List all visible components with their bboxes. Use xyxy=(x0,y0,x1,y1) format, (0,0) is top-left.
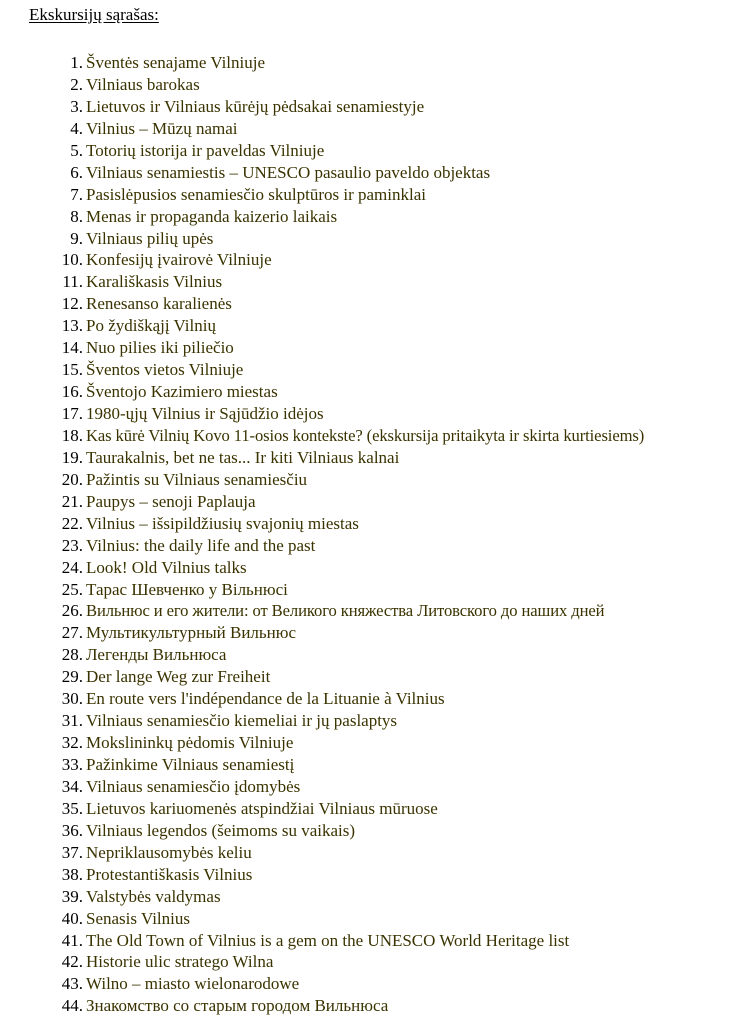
list-item-number: 44. xyxy=(61,996,83,1016)
list-item xyxy=(0,337,752,359)
list-item-number: 34. xyxy=(61,776,83,796)
list-item xyxy=(0,644,752,666)
list-item-number: 38. xyxy=(61,864,83,884)
list-item-text: 1980-ųjų Vilnius ir Sąjūdžio idėjos xyxy=(86,404,324,423)
list-item-number: 1. xyxy=(70,53,83,72)
list-item-number: 10. xyxy=(61,250,83,270)
list-item-number: 7. xyxy=(70,184,83,204)
list-item-number: 4. xyxy=(70,118,83,138)
list-item-number: 39. xyxy=(61,886,83,906)
list-item-text: Nepriklausomybės keliu xyxy=(86,842,252,862)
list-item xyxy=(0,776,752,798)
list-item-text: Vilniaus barokas xyxy=(86,74,200,94)
list-item xyxy=(0,118,752,140)
list-item xyxy=(0,688,752,710)
list-item-number: 41. xyxy=(61,930,83,950)
list-item xyxy=(0,973,752,995)
list-item xyxy=(0,491,752,513)
list-item-text: Vilniaus pilių upės xyxy=(86,228,214,248)
list-item-text: Vilniaus senamiesčio įdomybės xyxy=(86,776,301,796)
list-item-number: 24. xyxy=(61,557,83,577)
list-item-text: Вильнюс и его жители: от Великого княжества Литовского до наших дней xyxy=(86,601,605,621)
list-item xyxy=(0,951,752,973)
list-item-number: 19. xyxy=(61,447,83,467)
list-item-text: Знакомство со старым городом Вильнюса xyxy=(86,996,389,1016)
list-item-text: Protestantiškasis Vilnius xyxy=(86,864,253,884)
list-item xyxy=(0,513,752,535)
list-item xyxy=(0,315,752,337)
list-item-text: Menas ir propaganda kaizerio laikais xyxy=(86,206,338,226)
list-item xyxy=(0,447,752,469)
list-item-number: 36. xyxy=(61,820,83,840)
list-item-number: 9. xyxy=(70,228,83,248)
list-item xyxy=(0,579,752,601)
list-item-number: 29. xyxy=(61,667,83,687)
list-item xyxy=(0,184,752,206)
list-item-text: Nuo pilies iki piliečio xyxy=(86,338,234,358)
list-item-number: 42. xyxy=(61,952,83,972)
list-item xyxy=(0,381,752,403)
list-item xyxy=(0,732,752,754)
list-item-text: Mokslininkų pėdomis Vilniuje xyxy=(86,733,294,753)
list-item xyxy=(0,52,752,74)
list-item-text: Look! Old Vilnius talks xyxy=(86,557,247,577)
list-item xyxy=(0,74,752,96)
list-item-text: Konfesijų įvairovė Vilniuje xyxy=(86,250,272,270)
list-item xyxy=(0,710,752,732)
list-item xyxy=(0,995,752,1017)
list-item-number: 6. xyxy=(70,162,83,182)
list-item-text: Po žydiškąjį Vilnių xyxy=(86,316,216,336)
list-item-number: 12. xyxy=(61,294,83,314)
list-item-text: Wilno – miasto wielonarodowe xyxy=(86,974,300,994)
list-item xyxy=(0,249,752,271)
list-item-number: 18. xyxy=(61,425,83,445)
list-item xyxy=(0,425,752,447)
list-item-number: 31. xyxy=(61,711,83,731)
list-item-text: Šventos vietos Vilniuje xyxy=(86,360,244,380)
list-item-text: Lietuvos ir Vilniaus kūrėjų pėdsakai senamiestyje xyxy=(86,96,425,116)
list-item-number: 30. xyxy=(61,689,83,709)
list-item xyxy=(0,754,752,776)
list-item-number: 11. xyxy=(62,272,83,292)
list-item-text: Мультикультурный Вильнюс xyxy=(86,623,297,643)
list-item-text: Karališkasis Vilnius xyxy=(86,272,223,292)
list-item-number: 26. xyxy=(61,601,83,621)
list-item xyxy=(0,535,752,557)
list-item-number: 22. xyxy=(61,513,83,533)
list-item xyxy=(0,359,752,381)
list-item-text: Vilnius – Mūzų namai xyxy=(86,118,238,138)
list-item-number: 43. xyxy=(61,974,83,994)
list-item-number: 25. xyxy=(61,579,83,599)
list-item xyxy=(0,206,752,228)
list-item-text: Vilniaus legendos (šeimoms su vaikais) xyxy=(86,820,356,840)
page-title: Ekskursijų sąrašas: xyxy=(29,5,159,24)
list-item-text: Vilnius – išsipildžiusių svajonių miestas xyxy=(86,513,359,533)
list-item-text: Pažintis su Vilniaus senamiesčiu xyxy=(86,469,308,489)
list-item-text: Taurakalnis, bet ne tas... Ir kiti Vilniaus kalnai xyxy=(86,447,400,467)
list-item xyxy=(0,886,752,908)
list-item-number: 23. xyxy=(61,535,83,555)
list-item-text: Vilnius: the daily life and the past xyxy=(86,535,316,555)
list-item-text: Totorių istorija ir paveldas Vilniuje xyxy=(86,140,325,160)
list-item-text: Vilniaus senamiesčio kiemeliai ir jų paslaptys xyxy=(86,711,398,731)
list-item-text: Kas kūrė Vilnių Kovo 11-osios kontekste? (ekskursija pritaikyta ir skirta kurtiesiems) xyxy=(86,425,645,445)
list-item xyxy=(0,930,752,952)
list-item-number: 35. xyxy=(61,798,83,818)
list-item xyxy=(0,622,752,644)
list-item-number: 14. xyxy=(61,338,83,358)
list-item-number: 37. xyxy=(61,842,83,862)
list-item-text: Vilniaus senamiestis – UNESCO pasaulio paveldo objektas xyxy=(86,162,491,182)
list-item-text: Легенды Вильнюса xyxy=(86,645,227,665)
list-item-number: 27. xyxy=(61,623,83,643)
list-item-text: The Old Town of Vilnius is a gem on the UNESCO World Heritage list xyxy=(86,930,570,950)
list-item-number: 13. xyxy=(61,316,83,336)
list-item-number: 5. xyxy=(70,140,83,160)
list-item-number: 40. xyxy=(61,908,83,928)
list-item-text: Der lange Weg zur Freiheit xyxy=(86,667,271,687)
list-item xyxy=(0,228,752,250)
list-item xyxy=(0,908,752,930)
list-item-number: 17. xyxy=(61,404,83,423)
list-item-number: 33. xyxy=(61,755,83,774)
list-item-number: 15. xyxy=(61,360,83,380)
list-item xyxy=(0,842,752,864)
list-item-number: 16. xyxy=(61,382,83,402)
list-item-text: Paupys – senoji Paplauja xyxy=(86,491,256,511)
list-item-number: 3. xyxy=(70,96,83,116)
list-item xyxy=(0,162,752,184)
list-item-text: En route vers l'indépendance de la Lituanie à Vilnius xyxy=(86,689,445,709)
list-item xyxy=(0,293,752,315)
list-item xyxy=(0,96,752,118)
list-item-number: 28. xyxy=(61,645,83,665)
list-item-number: 8. xyxy=(70,206,83,226)
list-item-number: 21. xyxy=(61,491,83,511)
list-item-number: 2. xyxy=(70,74,83,94)
list-item-text: Senasis Vilnius xyxy=(86,908,190,928)
tour-list xyxy=(0,52,752,1017)
list-item xyxy=(0,271,752,293)
list-item xyxy=(0,600,752,622)
list-item xyxy=(0,469,752,491)
list-item-number: 20. xyxy=(61,469,83,489)
list-item-text: Тарас Шевченко у Вільнюсі xyxy=(86,579,288,599)
list-item xyxy=(0,820,752,842)
list-item-text: Historie ulic stratego Wilna xyxy=(86,952,274,972)
list-item xyxy=(0,798,752,820)
list-item xyxy=(0,403,752,425)
list-item-number: 32. xyxy=(61,733,83,753)
list-item-text: Pasislėpusios senamiesčio skulptūros ir paminklai xyxy=(86,184,426,204)
list-item-text: Šventės senajame Vilniuje xyxy=(86,53,266,72)
list-item-text: Pažinkime Vilniaus senamiestį xyxy=(86,755,295,774)
list-item-text: Valstybės valdymas xyxy=(86,886,221,906)
list-item xyxy=(0,666,752,688)
list-item-text: Renesanso karalienės xyxy=(86,294,232,314)
list-item xyxy=(0,140,752,162)
list-item xyxy=(0,557,752,579)
list-item-text: Lietuvos kariuomenės atspindžiai Vilniaus mūruose xyxy=(86,798,438,818)
list-item-text: Šventojo Kazimiero miestas xyxy=(86,382,278,402)
list-item xyxy=(0,864,752,886)
